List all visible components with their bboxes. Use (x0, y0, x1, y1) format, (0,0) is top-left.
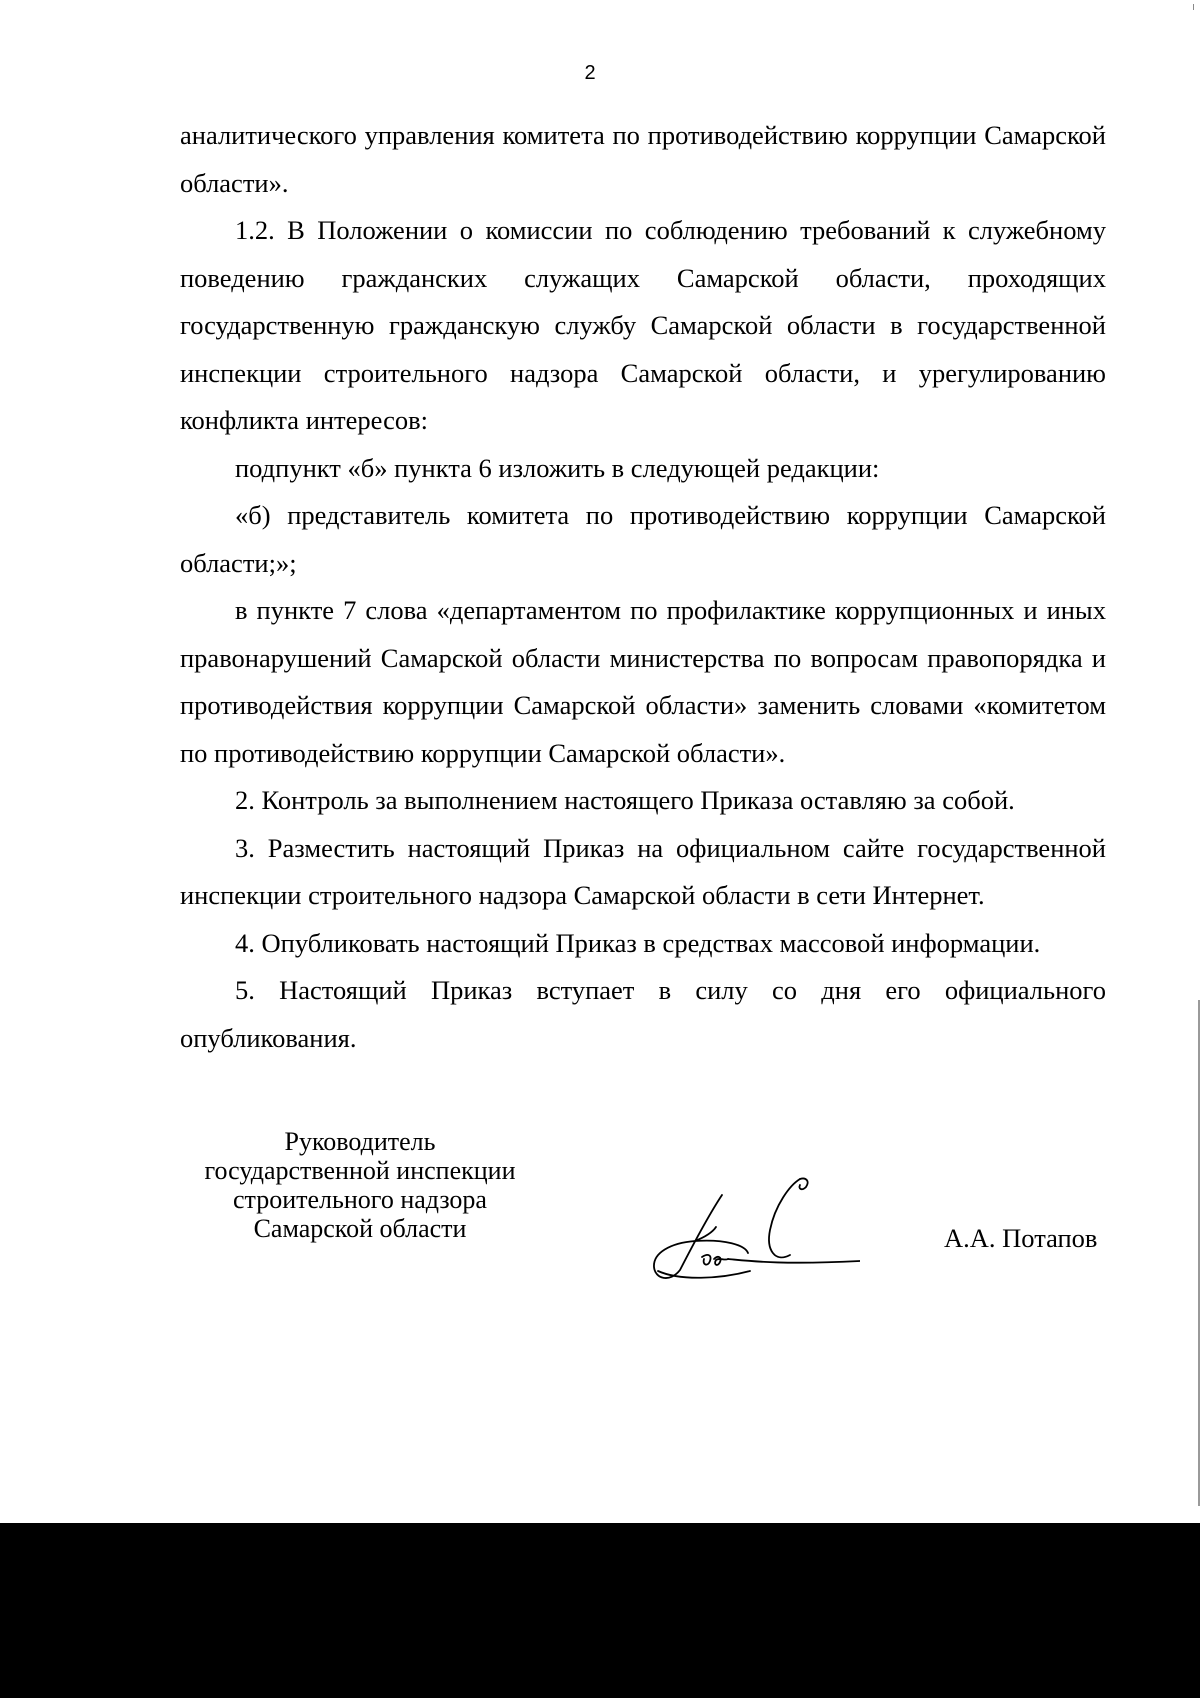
signatory-position-line: Руководитель (284, 1127, 436, 1156)
paragraph-item-3: 3. Разместить настоящий Приказ на официальном сайте государственной инспекции строительного надзора Самарской области в сети Интернет. (180, 832, 1106, 910)
handwritten-signature (650, 1175, 860, 1285)
scan-bottom-band (0, 1523, 1200, 1698)
paragraph-subclause-b-intro: подпункт «б» пункта 6 изложить в следующей редакции: (235, 452, 880, 483)
signatory-position (170, 1127, 550, 1243)
signatory-name: А.А. Потапов (944, 1223, 1098, 1253)
signatory-position-line: Самарской области (253, 1214, 467, 1243)
signatory-position-line: строительного надзора (233, 1185, 487, 1214)
paragraph-item-4: 4. Опубликовать настоящий Приказ в средствах массовой информации. (235, 927, 1041, 958)
signatory-position-line: государственной инспекции (204, 1156, 516, 1185)
scan-artifact-tick (1193, 4, 1194, 10)
page-number: 2 (584, 62, 596, 84)
paragraph-subclause-b-text: «б) представитель комитета по противодействию коррупции Самарской области;»; (180, 500, 1106, 578)
paragraph-clause-7-amendment: в пункте 7 слова «департаментом по профилактике коррупционных и иных правонарушений Самарской области министерства по вопросам правопорядка и противодействия коррупции Самарской области» заменить словами «комитетом по противодействию коррупции Самарской области». (180, 595, 1106, 768)
paragraph-clause-1-2: 1.2. В Положении о комиссии по соблюдению требований к служебному поведению гражданских служащих Самарской области, проходящих государственную гражданскую службу Самарской области в государственной инспекции строительного надзора Самарской области, и урегулированию конфликта интересов: (180, 215, 1106, 435)
paragraph-continuation: аналитического управления комитета по противодействию коррупции Самарской области». (180, 120, 1106, 198)
paragraph-item-2: 2. Контроль за выполнением настоящего Приказа оставляю за собой. (235, 785, 1015, 815)
paragraph-item-5: 5. Настоящий Приказ вступает в силу со дня его официального опубликования. (180, 975, 1106, 1053)
document-body (180, 112, 1106, 1062)
